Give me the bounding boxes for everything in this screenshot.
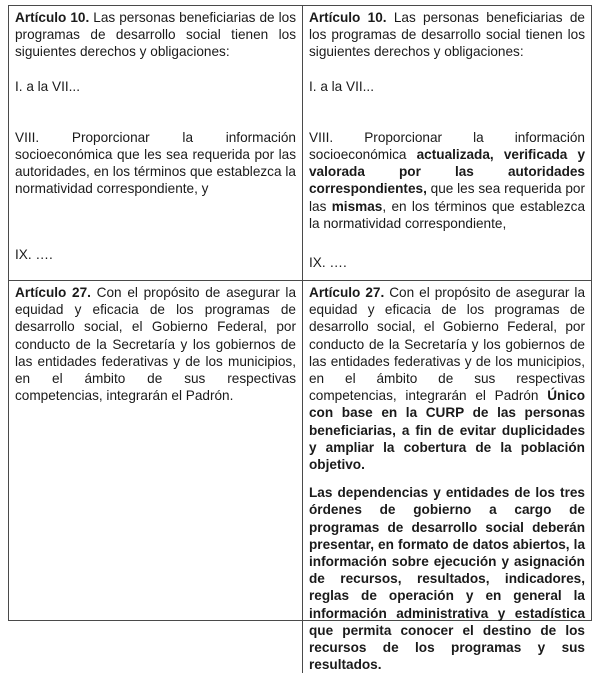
- art10-intro: Artículo 10. Las personas beneficiarias de los programas de desarrollo social tienen los siguientes derechos y obligaciones:: [309, 10, 585, 60]
- article-label: Artículo 10.: [15, 10, 90, 25]
- article-label: Artículo 10.: [309, 10, 387, 25]
- fraction-viii: VIII. Proporcionar la información socioeconómica que les sea requerida por las autoridades, en los términos que establezca la normatividad correspondiente, y: [15, 129, 296, 197]
- cell-art27-current: [9, 281, 303, 673]
- art10-intro: Artículo 10. Las personas beneficiarias de los programas de desarrollo social tienen los siguientes derechos y obligaciones:: [15, 10, 297, 60]
- article-label: Artículo 27.: [309, 285, 385, 300]
- cell-art10-current: [9, 6, 303, 281]
- fraction-viii: VIII. Proporcionar la información socioeconómica actualizada, verificada y valorada por las autoridades correspondientes, que les sea requerida por las mismas, en los términos que establezca la normatividad correspondiente,: [309, 129, 586, 231]
- cell-art10-proposed: [303, 6, 591, 281]
- fraction-range: I. a la VII...: [309, 78, 374, 94]
- added-text: mismas: [331, 198, 383, 214]
- fraction-ix: IX. ….: [15, 246, 53, 262]
- article-label: Artículo 27.: [15, 285, 91, 300]
- comparison-table: [8, 5, 592, 673]
- fraction-ix: IX. ….: [309, 255, 347, 271]
- added-text: actualizada, verificada y valorada por las autoridades correspondientes,: [309, 147, 586, 197]
- cell-art27-proposed: [303, 281, 591, 673]
- art27-new-paragraph: Las dependencias y entidades de los tres órdenes de gobierno a cargo de programas de desarrollo social deberán presentar, en formato de datos abiertos, la información sobre ejecución y asignación de recursos, resultados, indicadores, reglas de operación y en general la información administrativa y estadística que permita conocer el destino de los recursos de los programas y sus resultados.: [309, 485, 585, 673]
- art27-text: Artículo 27. Con el propósito de asegurar la equidad y eficacia de los programas de desarrollo social, el Gobierno Federal, por conducto de la Secretaría y los gobiernos de las entidades federativas y de los municipios, en el ámbito de sus respectivas competencias, integrarán el Padrón.: [15, 285, 297, 404]
- fraction-range: I. a la VII...: [15, 78, 80, 94]
- added-text: Único con base en la CURP de las personas beneficiarias, a fin de evitar duplicidades y ampliar la cobertura de la población objetivo.: [309, 388, 585, 473]
- art27-text: Artículo 27. Con el propósito de asegurar la equidad y eficacia de los programas de desarrollo social, el Gobierno Federal, por conducto de la Secretaría y los gobiernos de las entidades federativas y de los municipios, en el ámbito de sus respectivas competencias, integrarán el Padrón Único con base en la CURP de las personas beneficiarias, a fin de evitar duplicidades y ampliar la cobertura de la población objetivo.: [309, 285, 586, 473]
